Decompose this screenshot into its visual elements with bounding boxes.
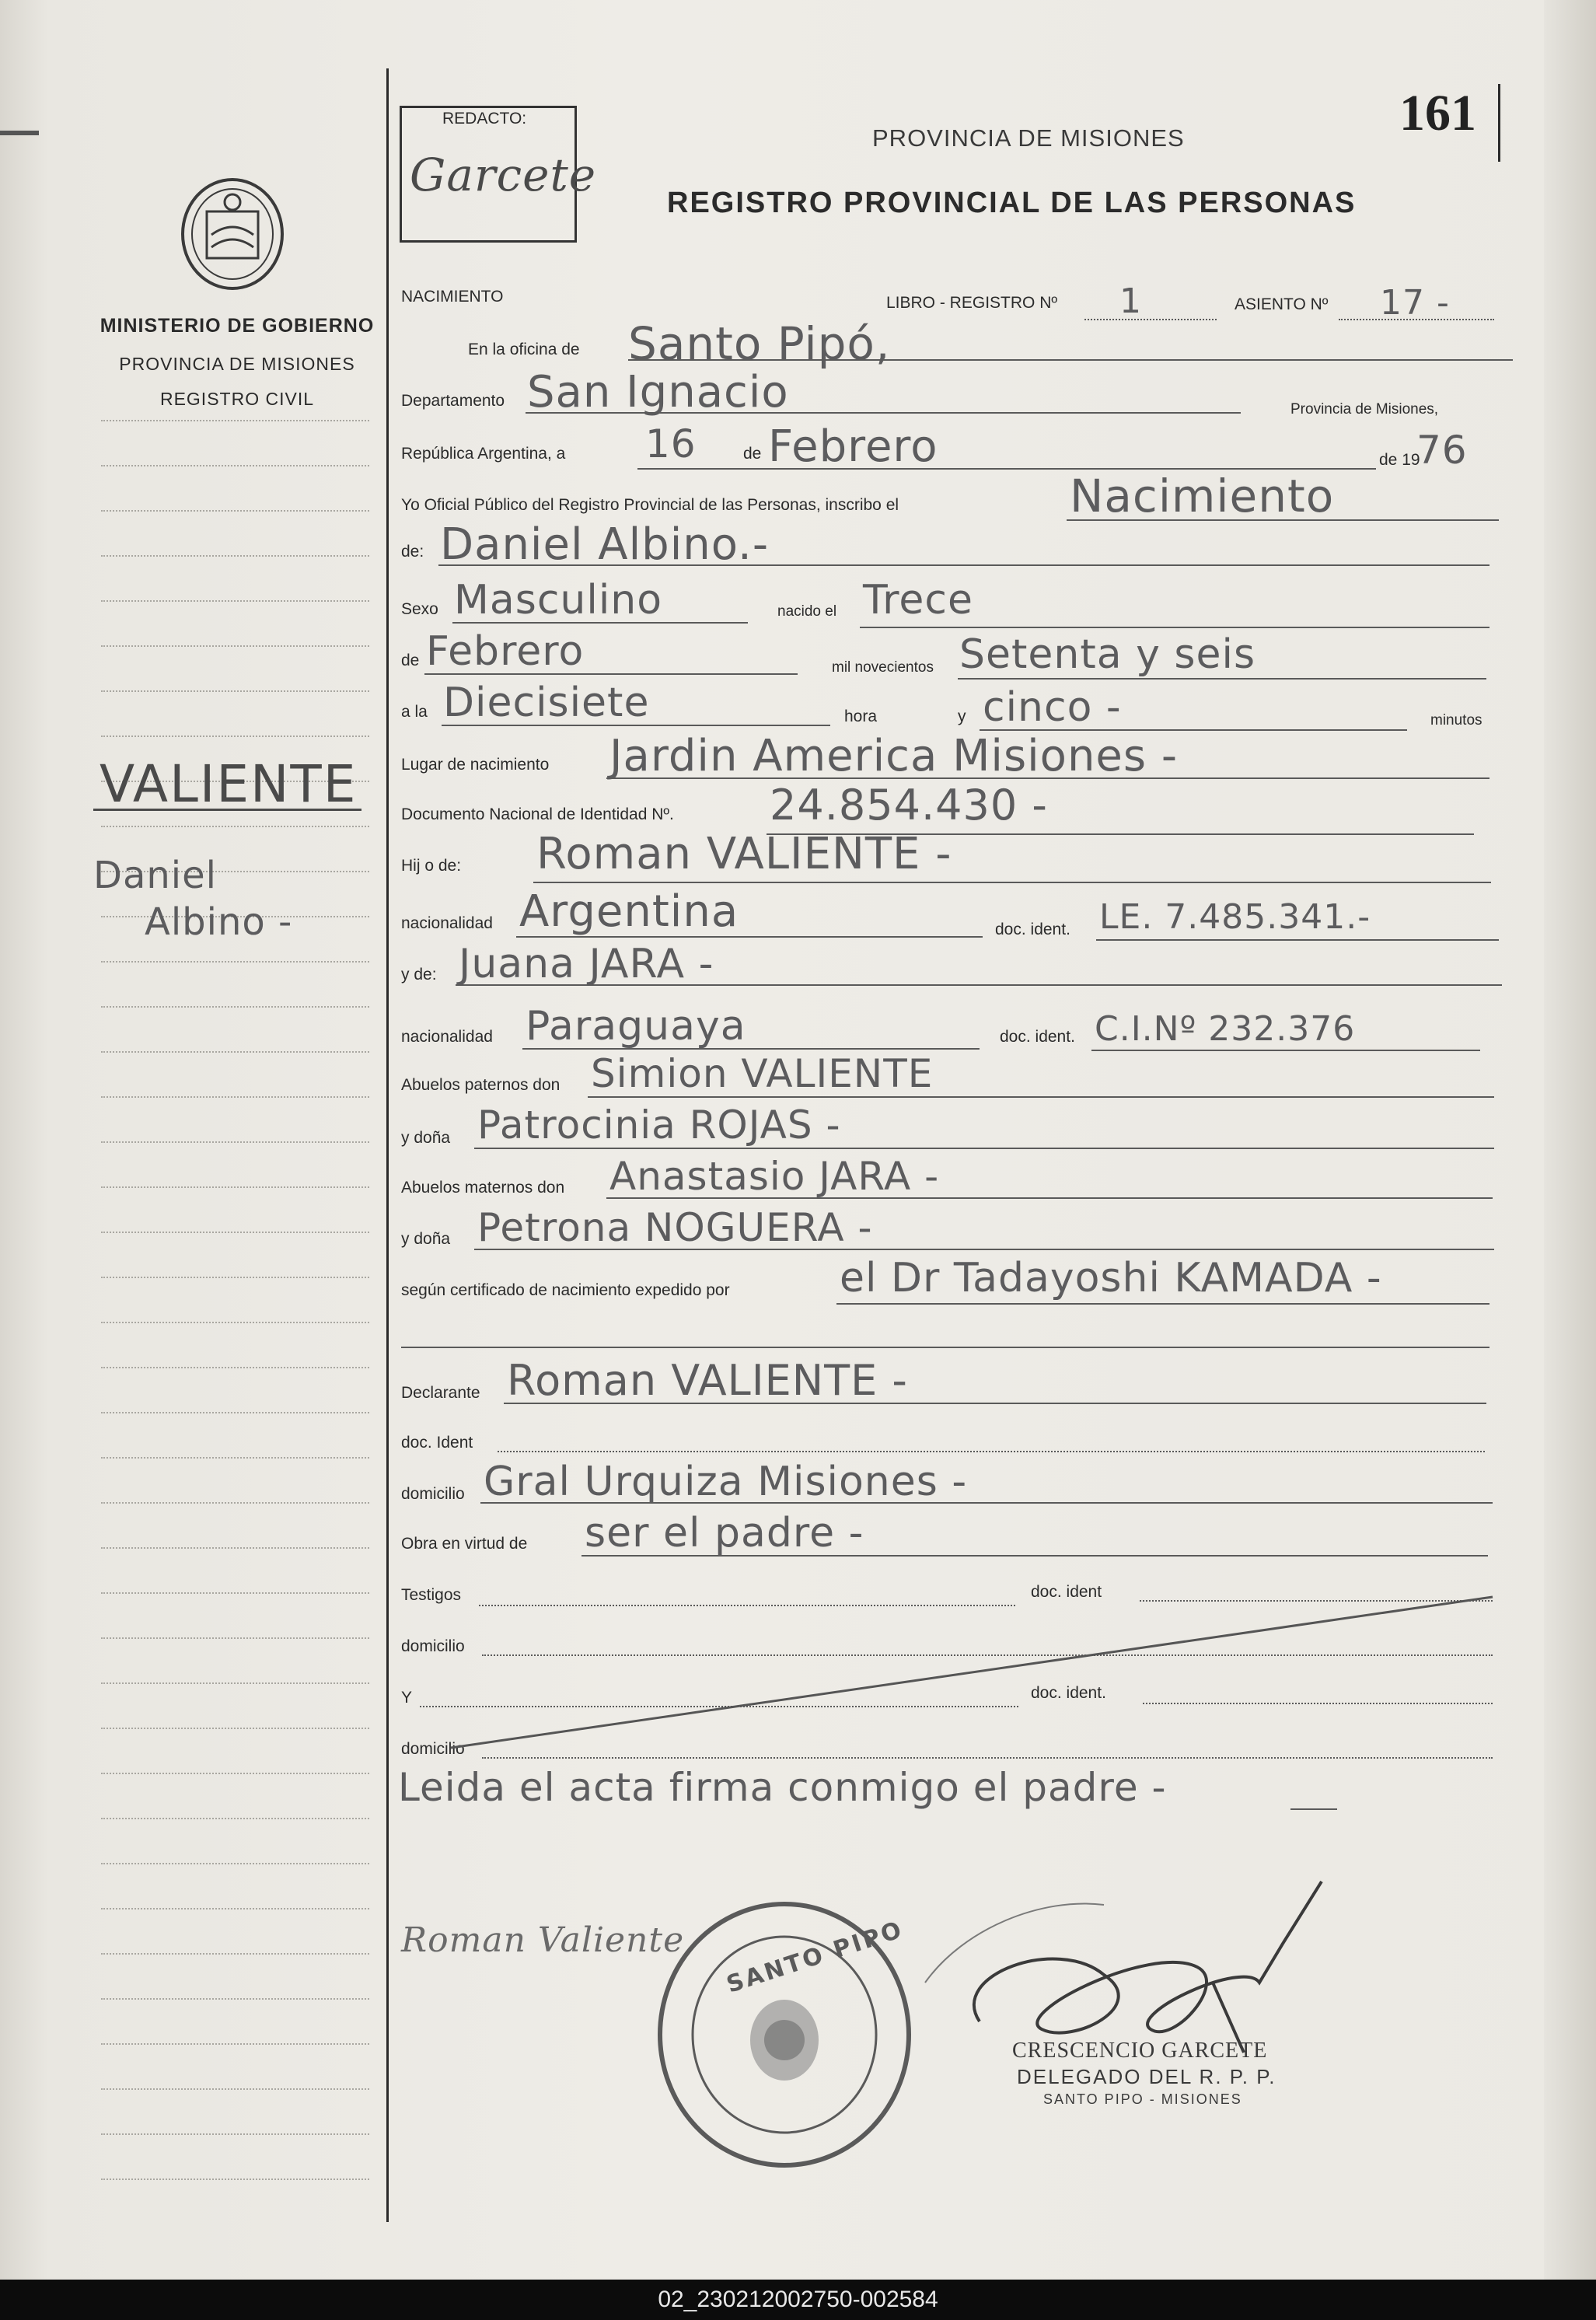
value-abuela-pat: Patrocinia ROJAS -	[477, 1102, 841, 1148]
label-yo-oficial: Yo Oficial Público del Registro Provincial de las Personas, inscribo el	[401, 496, 899, 514]
page-number: 161	[1399, 85, 1476, 142]
label-libro: LIBRO - REGISTRO Nº	[886, 294, 1058, 312]
label-declarante: Declarante	[401, 1384, 480, 1402]
label-doc-ident-t2: doc. ident.	[1031, 1684, 1106, 1702]
label-doc-padre: doc. ident.	[995, 921, 1070, 938]
redacto-label: REDACTO:	[442, 110, 527, 128]
value-abuelo-mat: Anastasio JARA -	[609, 1154, 940, 1199]
label-provincia: Provincia de Misiones,	[1290, 401, 1439, 418]
label-doc-ident-decl: doc. Ident	[401, 1434, 473, 1452]
label-abuelos-pat: Abuelos paternos don	[401, 1076, 561, 1094]
value-hora: Diecisiete	[443, 680, 650, 726]
label-hora: hora	[844, 708, 878, 725]
line-closing	[1290, 1808, 1337, 1810]
value-nac-madre: Paraguaya	[526, 1003, 746, 1050]
header-registry: REGISTRO PROVINCIAL DE LAS PERSONAS	[667, 187, 1357, 219]
value-nac-padre: Argentina	[519, 886, 739, 937]
margin-given1: Daniel	[93, 854, 217, 897]
label-nac-madre: nacionalidad	[401, 1028, 493, 1046]
label-de-person: de:	[401, 543, 424, 561]
label-mil: mil novecientos	[832, 659, 934, 676]
value-abuela-mat: Petrona NOGUERA -	[477, 1205, 873, 1250]
value-lugar: Jardin America Misiones -	[609, 731, 1179, 781]
value-acto: Nacimiento	[1070, 470, 1335, 522]
value-sexo: Masculino	[454, 577, 663, 624]
label-y-dona-mat: y doña	[401, 1230, 451, 1248]
label-domicilio: domicilio	[401, 1485, 465, 1503]
label-doc-ident-t1: doc. ident	[1031, 1583, 1102, 1601]
label-nac-padre: nacionalidad	[401, 914, 493, 932]
label-lugar: Lugar de nacimiento	[401, 756, 550, 774]
label-asiento: ASIENTO Nº	[1235, 295, 1329, 313]
label-departamento: Departamento	[401, 392, 505, 410]
value-month: Febrero	[768, 421, 938, 472]
label-domicilio-t2: domicilio	[401, 1740, 465, 1758]
label-sexo: Sexo	[401, 600, 438, 618]
value-asiento: 17 -	[1380, 283, 1450, 323]
declarant-signature: Roman Valiente	[401, 1920, 685, 1960]
label-oficina: En la oficina de	[468, 341, 580, 358]
value-doc-madre: C.I.Nº 232.376	[1095, 1009, 1356, 1049]
value-libro: 1	[1119, 281, 1142, 321]
label-y-t2: Y	[401, 1689, 413, 1707]
official-title: DELEGADO DEL R. P. P.	[1017, 2065, 1276, 2088]
value-oficina: Santo Pipó,	[628, 317, 891, 370]
value-closing: Leida el acta firma conmigo el padre -	[398, 1765, 1167, 1810]
label-de2: de	[401, 652, 420, 669]
value-declarante: Roman VALIENTE -	[507, 1356, 908, 1405]
ministry-line2: PROVINCIA DE MISIONES	[119, 354, 355, 374]
label-republica: República Argentina, a	[401, 445, 566, 463]
value-day: 16	[645, 421, 697, 466]
margin-given2: Albino -	[145, 900, 293, 944]
redacto-signature: Garcete	[410, 148, 597, 201]
ministry-line1: MINISTERIO DE GOBIERNO	[100, 315, 375, 337]
value-person: Daniel Albino.-	[440, 519, 770, 570]
official-place: SANTO PIPO - MISIONES	[1043, 2091, 1242, 2107]
value-padre: Roman VALIENTE -	[536, 829, 952, 879]
value-madre: Juana JARA -	[459, 941, 714, 987]
footer-id: 02_230212002750-002584	[0, 2280, 1596, 2320]
value-minutos: cinco -	[983, 684, 1122, 731]
label-domicilio-t1: domicilio	[401, 1637, 465, 1655]
value-nac-month: Febrero	[426, 628, 585, 675]
value-abuelo-pat: Simion VALIENTE	[591, 1051, 934, 1096]
label-minutos: minutos	[1430, 712, 1482, 728]
label-obra: Obra en virtud de	[401, 1535, 528, 1553]
label-nacido: nacido el	[777, 603, 837, 620]
value-obra: ser el padre -	[585, 1510, 864, 1557]
label-y: y	[958, 708, 966, 725]
stamp-center-text: SANTO PIPO	[723, 1916, 907, 1999]
margin-surname: VALIENTE	[100, 754, 358, 814]
value-mil: Setenta y seis	[959, 631, 1256, 678]
label-abuelos-mat: Abuelos maternos don	[401, 1179, 565, 1197]
header-province: PROVINCIA DE MISIONES	[872, 124, 1185, 152]
ministry-line3: REGISTRO CIVIL	[159, 389, 315, 409]
value-dni: 24.854.430 -	[770, 781, 1048, 830]
label-y-de: y de:	[401, 966, 437, 984]
label-testigos: Testigos	[401, 1586, 462, 1604]
label-a-la: a la	[401, 703, 428, 721]
value-segun: el Dr Tadayoshi KAMADA -	[840, 1255, 1382, 1302]
label-segun: según certificado de nacimiento expedido por	[401, 1281, 730, 1299]
label-doc-madre: doc. ident.	[1000, 1028, 1075, 1046]
label-nacimiento: NACIMIENTO	[401, 288, 504, 306]
value-year: 76	[1416, 428, 1468, 473]
value-doc-padre: LE. 7.485.341.-	[1099, 897, 1371, 937]
value-domicilio: Gral Urquiza Misiones -	[484, 1459, 968, 1505]
official-name: CRESCENCIO GARCETE	[1012, 2039, 1268, 2063]
label-year-prefix: de 19	[1379, 451, 1420, 469]
value-departamento: San Ignacio	[527, 367, 789, 418]
label-de-month: de	[743, 445, 762, 463]
label-hijo: Hij o de:	[401, 857, 462, 875]
value-nacido: Trece	[863, 577, 973, 624]
label-dni: Documento Nacional de Identidad Nº.	[401, 805, 674, 823]
label-y-dona-pat: y doña	[401, 1129, 451, 1147]
